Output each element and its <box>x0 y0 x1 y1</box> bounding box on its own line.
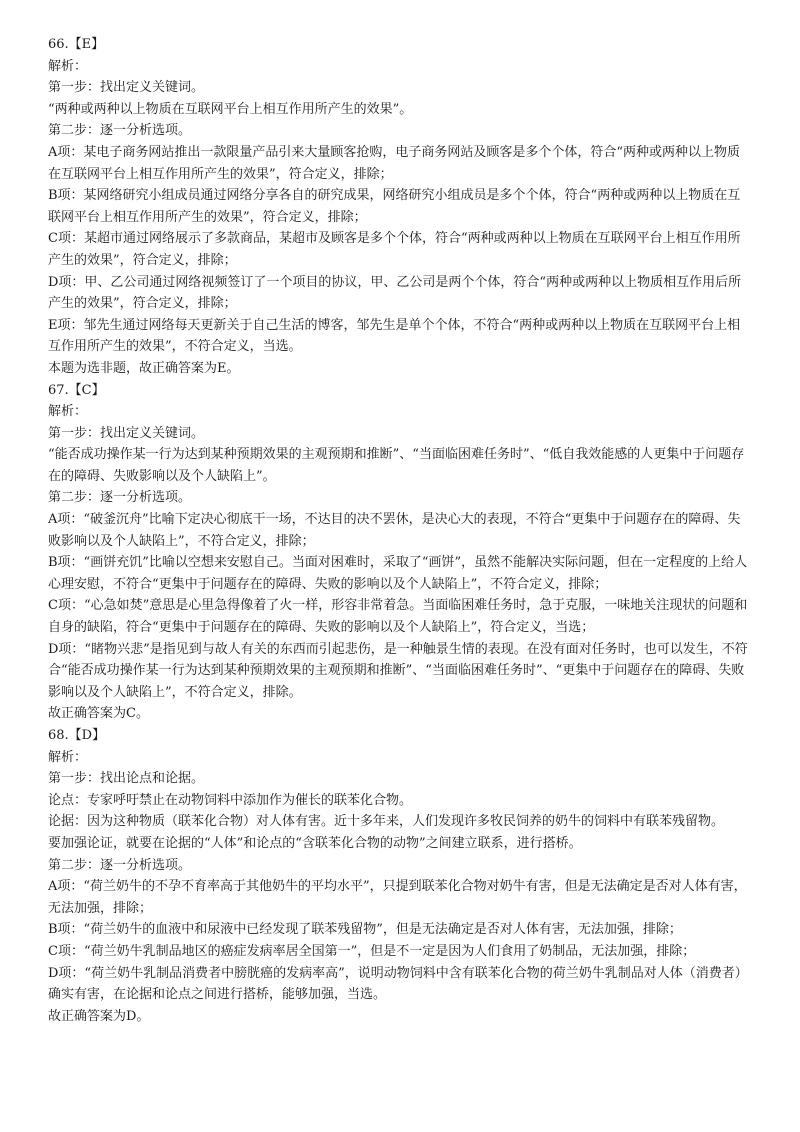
paragraph: “能否成功操作某一行为达到某种预期效果的主观预期和推断”、“当面临困难任务时”、“低自我效能感的人更集中于问题存在的障碍、失败影响以及个人缺陷上”。 <box>48 447 745 484</box>
option-paragraph: D项：甲、乙公司通过网络视频签订了一个项目的协议，甲、乙公司是两个个体，符合“两种或两种以上物质相互作用后所产生的效果”，符合定义，排除； <box>48 274 742 312</box>
option-paragraph: E项：邹先生通过网络每天更新关于自己生活的博客，邹先生是单个个体，不符合“两种或两种以上物质在互联网平台上相互作用所产生的效果”，不符合定义，当选。 <box>48 317 741 355</box>
question-67 <box>48 380 752 726</box>
option-paragraph: C项：某超市通过网络展示了多款商品，某超市及顾客是多个个体，符合“两种或两种以上物质在互联网平台上相互作用所产生的效果”，符合定义，排除； <box>48 231 741 268</box>
option-paragraph: B项：“荷兰奶牛的血液中和尿液中已经发现了联苯残留物”，但是无法确定是否对人体有害，无法加强，排除； <box>48 922 682 938</box>
paragraph: 要加强论证，就要在论据的“人体”和论点的“含联苯化合物的动物”之间建立联系，进行搭桥。 <box>48 835 582 851</box>
answer-paragraph: 故正确答案为C。 <box>48 706 149 722</box>
paragraph: 论点：专家呼吁禁止在动物饲料中添加作为催长的联苯化合物。 <box>48 792 413 808</box>
option-paragraph: D项：“荷兰奶牛乳制品消费者中膀胱癌的发病率高”，说明动物饲料中含有联苯化合物的荷兰奶牛乳制品对人体（消费者）确实有害，在论据和论点之间进行搭桥，能够加强，当选。 <box>48 965 748 1003</box>
paragraph: 第一步：找出论点和论据。 <box>48 771 205 787</box>
question-header: 68.【D】 <box>48 728 106 743</box>
paragraph: 解析： <box>48 58 88 74</box>
paragraph: 第二步：逐一分析选项。 <box>48 123 192 139</box>
option-paragraph: B项：某网络研究小组成员通过网络分享各自的研究成果，网络研究小组成员是多个个体，符合“两种或两种以上物质在互联网平台上相互作用所产生的效果”，符合定义，排除； <box>48 188 741 225</box>
answer-paragraph: 本题为选非题，故正确答案为E。 <box>48 360 240 376</box>
paragraph: 论据：因为这种物质（联苯化合物）对人体有害。近十多年来，人们发现许多牧民饲养的奶牛的饲料中有联苯残留物。 <box>48 814 725 830</box>
question-header: 66.【E】 <box>48 37 105 52</box>
option-paragraph: A项：“荷兰奶牛的不孕不育率高于其他奶牛的平均水平”，只提到联苯化合物对奶牛有害，但是无法确定是否对人体有害，无法加强，排除； <box>48 879 747 916</box>
question-68 <box>48 725 752 1027</box>
option-paragraph: A项：某电子商务网站推出一款限量产品引来大量顾客抢购，电子商务网站及顾客是多个个体，符合“两种或两种以上物质在互联网平台上相互作用所产生的效果”，符合定义，排除； <box>48 144 741 182</box>
option-paragraph: C项：“心急如焚”意思是心里急得像着了火一样，形容非常着急。当面临困难任务时，急于克服，一味地关注现状的问题和自身的缺陷，符合“更集中于问题存在的障碍、失败的影响以及个人缺陷上”，符合定义，当选； <box>48 598 748 636</box>
paragraph: 第二步：逐一分析选项。 <box>48 857 192 873</box>
question-header: 67.【C】 <box>48 382 105 398</box>
paragraph: 第二步：逐一分析选项。 <box>48 490 192 506</box>
paragraph: 解析： <box>48 749 88 765</box>
paragraph: 第一步：找出定义关键词。 <box>48 80 205 96</box>
answer-paragraph: 故正确答案为D。 <box>48 1008 150 1024</box>
question-66 <box>48 34 752 380</box>
option-paragraph: C项：“荷兰奶牛乳制品地区的癌症发病率居全国第一”，但是不一定是因为人们食用了奶制品，无法加强，排除； <box>48 943 696 959</box>
option-paragraph: A项：“破釜沉舟”比喻下定决心彻底干一场，不达目的决不罢休，是决心大的表现，不符合“更集中于问题存在的障碍、失败影响以及个人缺陷上”，不符合定义，排除； <box>48 512 741 549</box>
paragraph: 解析： <box>48 404 88 420</box>
paragraph: “两种或两种以上物质在互联网平台上相互作用所产生的效果”。 <box>48 101 413 117</box>
paragraph: 第一步：找出定义关键词。 <box>48 425 205 441</box>
option-paragraph: D项：“睹物兴悲”是指见到与故人有关的东西而引起悲伤，是一种触景生情的表现。在没有面对任务时，也可以发生，不符合“能否成功操作某一行为达到某种预期效果的主观预期和推断”、“当面临困难任务时”、“更集中于问题存在的障碍、失败影响以及个人缺陷上”，不符合定义，排除。 <box>48 641 748 700</box>
option-paragraph: B项：“画饼充饥”比喻以空想来安慰自己。当面对困难时，采取了“画饼”，虽然不能解决实际问题，但在一定程度的上给人心理安慰，不符合“更集中于问题存在的障碍、失败的影响以及个人缺陷上”，不符合定义，排除； <box>48 555 748 592</box>
